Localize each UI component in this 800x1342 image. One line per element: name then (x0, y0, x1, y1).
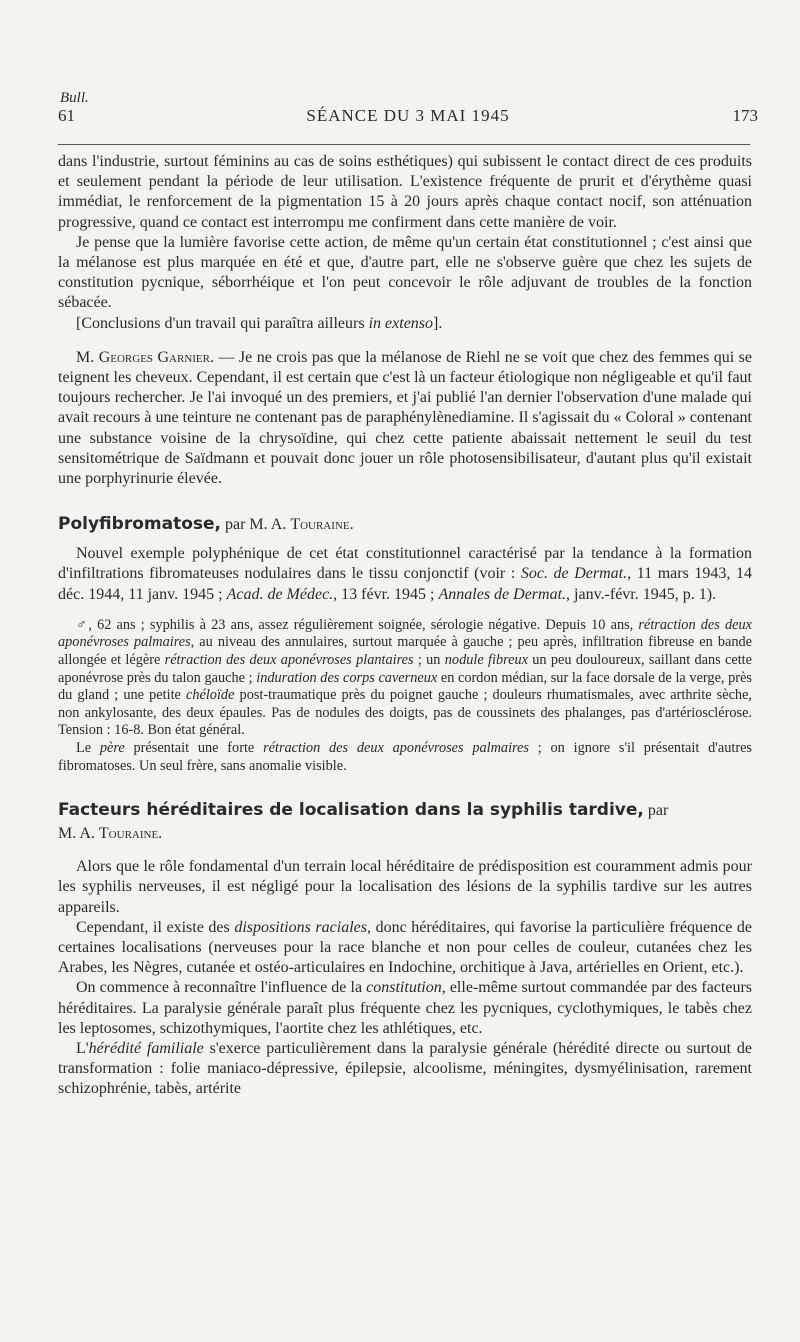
text-run-italic: dispositions raciales (234, 918, 367, 936)
text-run-italic: nodule fibreux (444, 652, 528, 669)
text-run: L' (76, 1040, 89, 1058)
volume-number: 61 (58, 106, 75, 125)
text-run: ; on ignore s'il présentait d'autres fibromatoses. Un seul frère, sans anomalie visible. (58, 740, 752, 774)
paragraph (58, 544, 752, 605)
author-name: Touraine. (98, 825, 163, 843)
text-run: , 13 févr. 1945 ; (333, 585, 439, 603)
text-run: ]. (433, 314, 443, 332)
text-run: Le (76, 740, 100, 757)
page-header (58, 106, 758, 132)
text-run-italic: rétraction des deux aponévroses plantaires (164, 652, 414, 669)
text-run: en cordon médian, sur la face dorsale de la verge, près du gland ; une petite (58, 669, 752, 704)
text-run-italic: Annales de Dermat. (438, 585, 567, 603)
section-title-text: Polyfibromatose, (58, 514, 221, 535)
text-run-italic: constitution (366, 979, 442, 997)
text-run: , au niveau des annulaires, surtout marquée à gauche ; peu après, infiltration fibreuse en bande allongée et légère (58, 634, 752, 669)
text-run: , donc héréditaires, qui favorise la particulière fréquence de certaines localisations (nerveuses pour la race blanche et non pour celles de couleur, cutanées chez les Arabes, les Nègres, cutanée et ostéo-articulaires en Indochine, orchitique à Java, artérielles en Orient, etc.). (58, 918, 752, 977)
text-run: [Conclusions d'un travail qui paraîtra ailleurs (76, 314, 369, 332)
page-body (58, 152, 752, 1100)
page-number: 173 (732, 106, 758, 125)
section-title (58, 513, 752, 536)
paragraph (58, 617, 752, 740)
text-run-italic: Soc. de Dermat. (520, 565, 628, 583)
text-run: , 11 mars 1943, 14 déc. 1944, 11 janv. 1945 ; (58, 565, 752, 603)
discussion-paragraph (58, 348, 752, 489)
text-run: Cependant, il existe des (76, 918, 235, 936)
text-run: On commence à reconnaître l'influence de la (76, 979, 367, 997)
header-rule (58, 144, 750, 145)
byline: M. A. (58, 825, 99, 843)
paragraph: Je pense que la lumière favorise cette action, de même qu'un certain état constitutionnel ; c'est ainsi que la mélanose est plus marquée en été et que, d'autre part, elle ne s'observe guère que chez les sujets de constitution pycnique, séborrhéique et l'on peut concevoir le rôle adjuvant de troubles de la fonction sébacée. (58, 233, 752, 312)
text-run: Nouvel exemple polyphénique de cet état constitutionnel caractérisé par la tendance à la formation d'infiltrations fibromateuses nodulaires dans le tissu conjonctif (voir : (58, 545, 752, 583)
speaker-name: M. Georges Garnier. (76, 348, 214, 366)
byline: par M. A. (220, 516, 291, 534)
section-title (58, 799, 752, 845)
text-run-italic: chéloïde (186, 687, 235, 704)
text-run: post-traumatique près du poignet gauche ; douleurs rhumatismales, avec arthrite sèche, non ankylosante, des deux épaules. Pas de nodules des doigts, pas de coussinets des phalanges, pas d'artériosclérose. Tension : 16-8. Bon état général. (58, 687, 752, 739)
text-run-italic: induration des corps caverneux (256, 669, 438, 686)
text-run: , elle-même surtout commandée par des facteurs héréditaires. La paralysie générale paraît plus fréquente chez les pycniques, cyclothymiques, le tabès chez les leptosomes, schizothymiques, l'aortite chez les athlétiques, etc. (58, 979, 753, 1037)
text-run: un peu douloureux, saillant dans cette aponévrose près du talon gauche ; (58, 652, 752, 686)
text-run: , janv.-févr. 1945, p. 1). (566, 585, 717, 603)
paragraph (58, 918, 752, 979)
text-run-italic: Acad. de Médec. (226, 585, 334, 603)
paragraph (58, 1039, 752, 1100)
text-run-italic: rétraction des deux aponévroses palmaires (263, 740, 529, 757)
running-title: SÉANCE DU 3 MAI 1945 (306, 106, 510, 125)
paragraph (58, 978, 752, 1039)
text-run: — Je ne crois pas que la mélanose de Riehl ne se voit que chez des femmes qui se teignent les cheveux. Cependant, il est certain que c'est là un facteur étiologique non négligeable et qu'il faut toujours rechercher. Je l'ai invoqué un des premiers, et j'ai publié l'an dernier l'observation d'une malade qui avait recours à une teinture ne contenant pas de paraphénylènediamine. Il s'agissait du « Coloral » contenant une substance voisine de la chrysoïdine, qui chez cette patiente abaissait nettement le seuil du test sensitométrique de Saïdmann et pouvait donc jouer un rôle photosensibilisateur, d'autant plus qu'il existait une porphyrinurie élevée. (58, 348, 753, 488)
section-title-text: Facteurs héréditaires de localisation dans la syphilis tardive, (58, 800, 644, 821)
text-run-italic: rétraction des deux aponévroses palmaires (58, 616, 752, 651)
text-run-italic: père (99, 740, 125, 757)
text-run-italic: in extenso (368, 314, 434, 332)
text-run: ♂, 62 ans ; syphilis à 23 ans, assez régulièrement soignée, sérologie négative. Depuis 10 ans, (76, 616, 639, 633)
paragraph (58, 740, 752, 775)
case-report (58, 617, 752, 775)
paragraph (58, 314, 752, 334)
text-run: présentait une forte (124, 740, 264, 757)
byline: par (643, 802, 669, 820)
text-run: s'exerce particulièrement dans la paralysie générale (hérédité directe ou surtout de transformation : folie maniaco-dépressive, épilepsie, alcoolisme, méningites, dysmyélinisation, rarement schizophrénie, tabès, artérite (58, 1040, 752, 1098)
paragraph: Alors que le rôle fondamental d'un terrain local héréditaire de prédisposition est couramment admis pour les syphilis nerveuses, il est négligé pour la localisation des lésions de la syphilis tardive sur les autres appareils. (58, 858, 752, 916)
text-run-italic: hérédité familiale (88, 1040, 204, 1058)
author-name: Touraine. (290, 516, 354, 534)
text-run: ; un (413, 652, 445, 669)
paragraph: dans l'industrie, surtout féminins au cas de soins esthétiques) qui subissent le contact direct de ces produits et seulement pendant la période de leur utilisation. L'existence fréquente de prurit et d'érythème quasi immédiat, le renforcement de la pigmentation 15 à 20 jours après chaque contact nocif, son atténuation progressive, quand ce contact est interrompu me confirment dans cette manière de voir. (58, 153, 752, 231)
running-head-bull: Bull. (60, 90, 89, 106)
